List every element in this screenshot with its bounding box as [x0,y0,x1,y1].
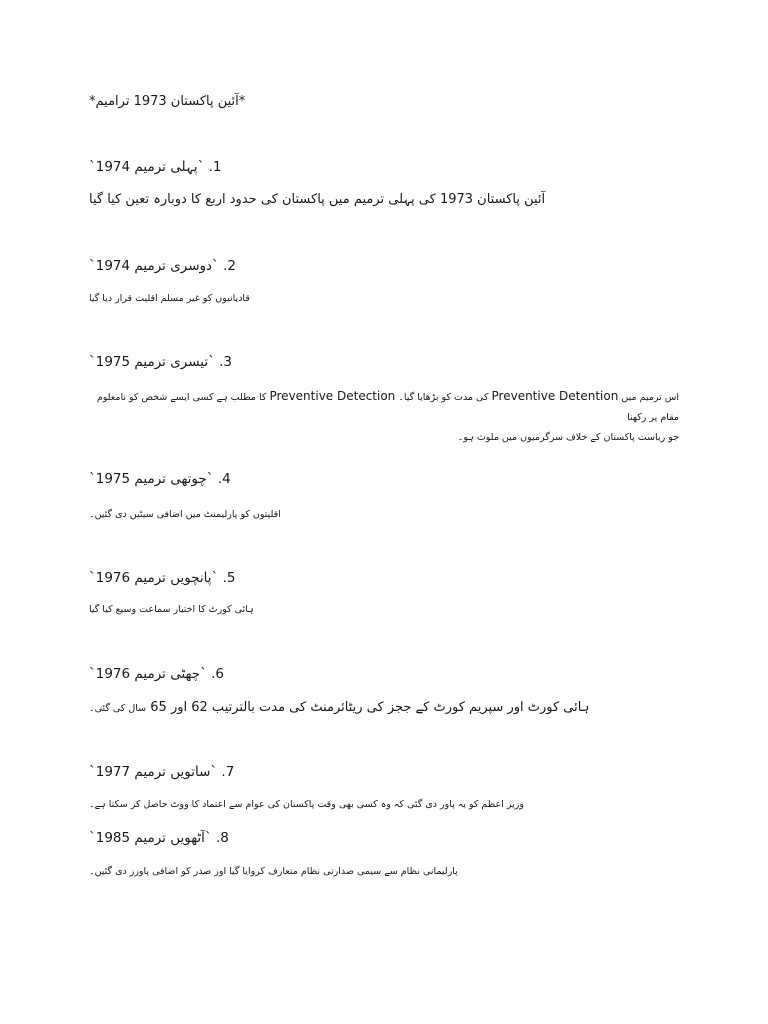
amendment-3-text-line2: جو ریاست پاکستان کے خلاف سرگرمیوں میں ملوث ہو۔ [457,432,679,443]
amendment-heading-1: 1. `پہلی ترمیم 1974` [89,159,222,175]
amendment-description-7: وزیر اعظم کو یہ پاور دی گئی کہ وہ کسی بھی وقت پاکستان کی عوام سے اعتماد کا ووٹ حاصل کر سکتا ہے۔ [89,799,524,810]
amendment-description-6 [89,700,679,715]
amendment-3-term-detection: Preventive Detection [269,389,396,403]
amendment-description-1: آئین پاکستان 1973 کی پہلی ترمیم میں پاکستان کی حدود اربع کا دوبارہ تعین کیا گیا [89,192,546,207]
amendment-description-8: پارلیمانی نظام سے سیمی صدارتی نظام متعارف کروایا گیا اور صدر کو اضافی پاورز دی گئیں۔ [89,866,458,877]
amendment-6-text-tail: سال کی گئی۔ [89,703,147,714]
amendment-description-3 [89,386,679,448]
amendment-description-2: قادیانیوں کو غیر مسلم اقلیت قرار دیا گیا [89,293,250,304]
amendment-description-4: اقلیتوں کو پارلیمنٹ میں اضافی سیٹیں دی گئیں۔ [89,509,281,520]
amendment-3-text-b: کی مدت کو بڑھایا گیا۔ [398,392,489,403]
amendment-heading-6: 6. `چھٹی ترمیم 1976` [89,666,225,682]
amendment-description-5: ہائی کورٹ کا اختیار سماعت وسیع کیا گیا [89,604,254,615]
amendment-3-term-detention: Preventive Detention [491,389,619,403]
amendment-heading-2: 2. `دوسری ترمیم 1974` [89,258,236,274]
amendment-3-text-c: کا مطلب ہے کسی ایسے شخص کو نامعلوم مقام پر رکھنا [96,392,679,423]
amendment-6-text-main: ہائی کورٹ اور سپریم کورٹ کے ججز کی ریٹائرمنٹ کی مدت بالترتیب 62 اور 65 [150,700,590,715]
amendment-3-text-a: اس ترمیم میں [621,392,679,403]
amendment-heading-3: 3. `تیسری ترمیم 1975` [89,354,233,370]
amendment-heading-4: 4. `چوتھی ترمیم 1975` [89,471,231,487]
document-title: *آئین پاکستان 1973 ترامیم* [89,94,246,109]
amendment-heading-7: 7. `ساتویں ترمیم 1977` [89,764,235,780]
amendment-heading-8: 8. `آٹھویں ترمیم 1985` [89,830,229,846]
amendment-heading-5: 5. `پانچویں ترمیم 1976` [89,570,236,586]
